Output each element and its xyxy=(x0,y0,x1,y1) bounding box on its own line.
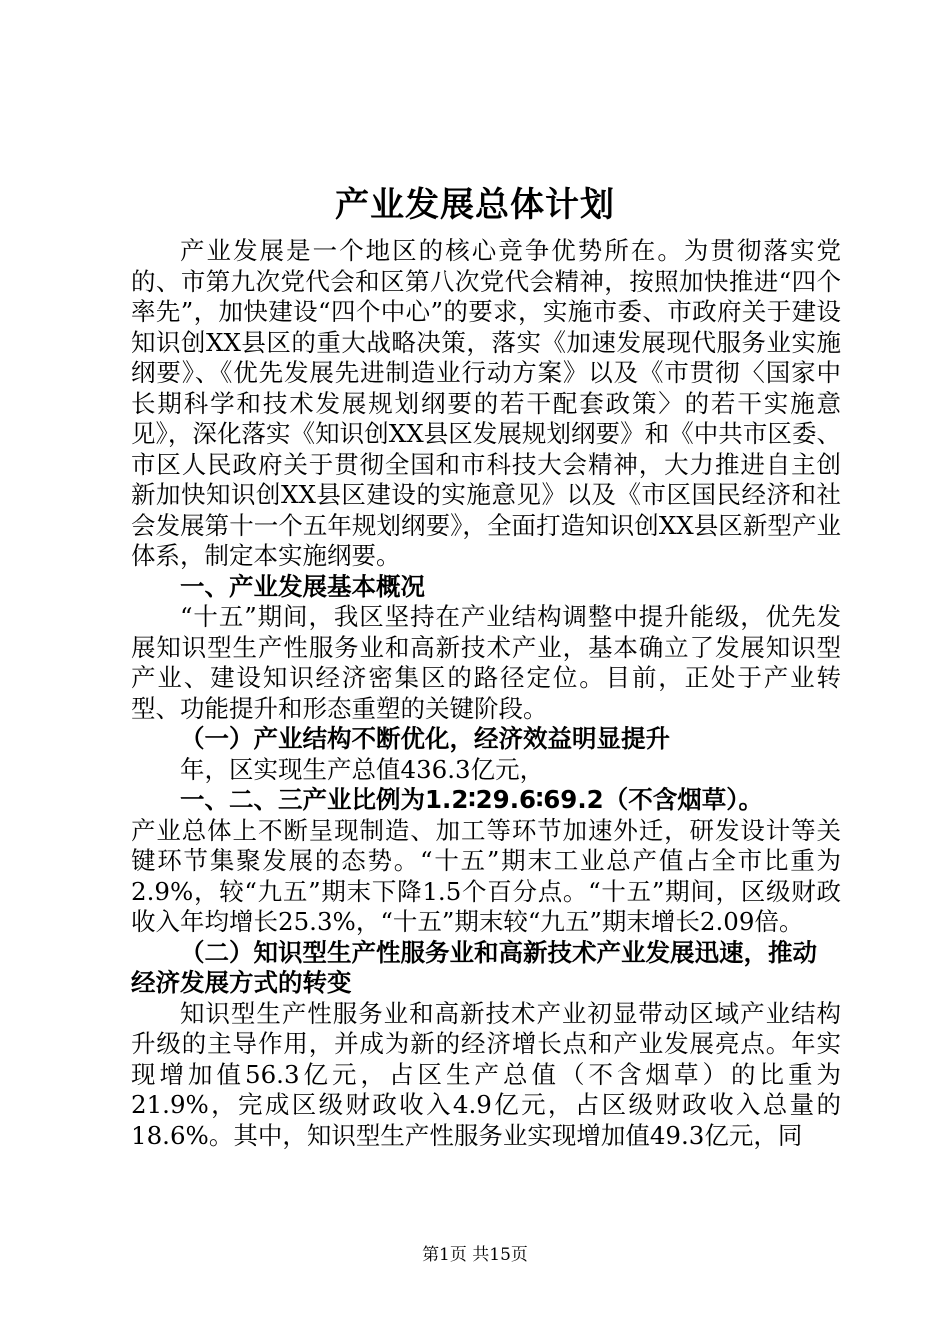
subsection-heading-1: （一）产业结构不断优化，经济效益明显提升 xyxy=(180,724,670,753)
page-footer: 第1页 共15页 xyxy=(422,1245,528,1265)
subsection-heading-2: （二）知识型生产性服务业和高新技术产业发展迅速，推动经济发展方式的转变 xyxy=(131,937,817,997)
industry-trend-paragraph: 产业总体上不断呈现制造、加工等环节加速外迁，研发设计等关键环节集聚发展的态势。“十五”期末工业总产值占全市比重为2.9%，较“九五”期末下降1.5个百分点。“十五”期间，区级财政收入年均增长25.3%，“十五”期末较“九五”期末增长2.09倍。 xyxy=(131,815,841,936)
section-1-paragraph: “十五”期间，我区坚持在产业结构调整中提升能级，优先发展知识型生产性服务业和高新技术产业，基本确立了发展知识型产业、建设知识经济密集区的路径定位。目前，正处于产业转型、功能提升和形态重塑的关键阶段。 xyxy=(131,602,841,723)
section-heading-1: 一、产业发展基本概况 xyxy=(180,571,425,601)
gdp-paragraph: 年，区实现生产总值436.3亿元， xyxy=(180,754,545,784)
knowledge-industry-paragraph: 知识型生产性服务业和高新技术产业初显带动区域产业结构升级的主导作用，并成为新的经济增长点和产业发展亮点。年实现增加值56.3亿元，占区生产总值（不含烟草）的比重为21.9%，完成区级财政收入4.9亿元，占区级财政收入总量的18.6%。其中，知识型生产性服务业实现增加值49.3亿元，同 xyxy=(131,998,841,1150)
intro-paragraph: 产业发展是一个地区的核心竞争优势所在。为贯彻落实党的、市第九次党代会和区第八次党代会精神，按照加快推进“四个率先”，加快建设“四个中心”的要求，实施市委、市政府关于建设知识创XX县区的重大战略决策，落实《加速发展现代服务业实施纲要》、《优先发展先进制造业行动方案》以及《市贯彻〈国家中长期科学和技术发展规划纲要的若干配套政策〉的若干实施意见》，深化落实《知识创XX县区发展规划纲要》和《中共市区委、市区人民政府关于贯彻全国和市科技大会精神，大力推进自主创新加快知识创XX县区建设的实施意见》以及《市区国民经济和社会发展第十一个五年规划纲要》，全面打造知识创XX县区新型产业体系，制定本实施纲要。 xyxy=(131,236,841,570)
document-body xyxy=(131,236,841,1151)
industry-ratio-heading: 一、二、三产业比例为1.2∶29.6∶69.2（不含烟草）。 xyxy=(180,785,763,814)
document-title: 产业发展总体计划 xyxy=(335,185,615,225)
